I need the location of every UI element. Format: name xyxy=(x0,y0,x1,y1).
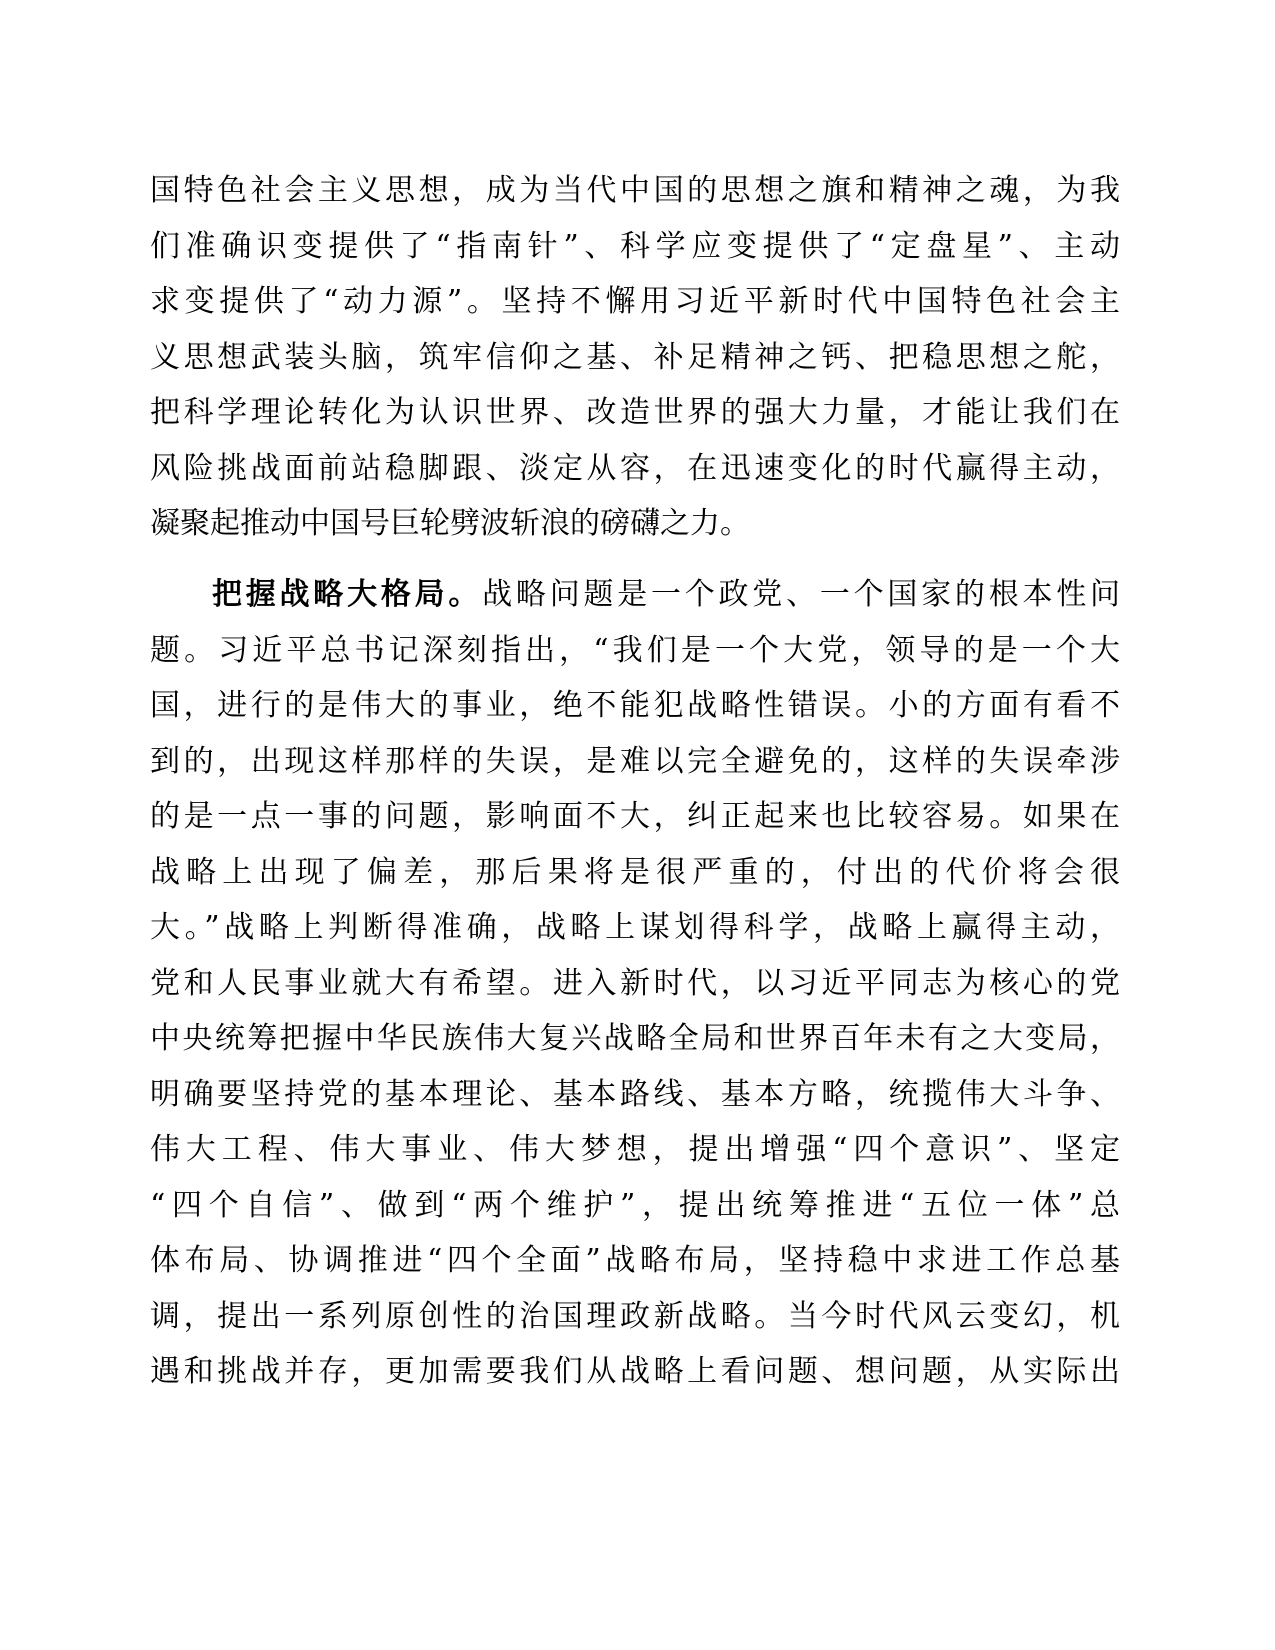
paragraph-line: 题。习近平总书记深刻指出，“我们是一个大党，领导的是一个大 xyxy=(150,632,1120,668)
paragraph-line: 调，提出一系列原创性的治国理政新战略。当今时代风云变幻，机 xyxy=(150,1298,1120,1334)
paragraph-line: 义思想武装头脑，筑牢信仰之基、补足精神之钙、把稳思想之舵， xyxy=(150,339,1120,375)
paragraph-line: 遇和挑战并存，更加需要我们从战略上看问题、想问题，从实际出 xyxy=(150,1354,1120,1389)
paragraph-line: 求变提供了“动力源”。坚持不懈用习近平新时代中国特色社会主 xyxy=(150,284,1120,319)
paragraph-2 xyxy=(150,567,1120,1400)
paragraph-first-line-text: 战略问题是一个政党、一个国家的根本性问 xyxy=(482,577,1121,612)
paragraph-line: 中央统筹把握中华民族伟大复兴战略全局和世界百年未有之大变局， xyxy=(150,1021,1120,1056)
paragraph-line: 凝聚起推动中国号巨轮劈波斩浪的磅礴之力。 xyxy=(150,506,750,541)
paragraph-line: 风险挑战面前站稳脚跟、淡定从容，在迅速变化的时代赢得主动， xyxy=(150,450,1120,486)
paragraph-line: 战略上出现了偏差，那后果将是很严重的，付出的代价将会很 xyxy=(150,854,1120,890)
paragraph-line: 党和人民事业就大有希望。进入新时代，以习近平同志为核心的党 xyxy=(150,965,1120,1001)
paragraph-line: 国，进行的是伟大的事业，绝不能犯战略性错误。小的方面有看不 xyxy=(150,688,1120,723)
paragraph-line: 大。”战略上判断得准确，战略上谋划得科学，战略上赢得主动， xyxy=(150,910,1120,945)
paragraph-line: “四个自信”、做到“两个维护”，提出统筹推进“五位一体”总 xyxy=(150,1187,1120,1223)
paragraph-line: 伟大工程、伟大事业、伟大梦想，提出增强“四个意识”、坚定 xyxy=(150,1132,1120,1167)
paragraph-1 xyxy=(150,163,1120,552)
paragraph-line: 把科学理论转化为认识世界、改造世界的强大力量，才能让我们在 xyxy=(150,395,1120,430)
paragraph-line: 体布局、协调推进“四个全面”战略布局，坚持稳中求进工作总基 xyxy=(150,1243,1120,1278)
paragraph-line: 的是一点一事的问题，影响面不大，纠正起来也比较容易。如果在 xyxy=(150,799,1120,834)
paragraph-first-line xyxy=(150,567,1120,623)
paragraph-line: 们准确识变提供了“指南针”、科学应变提供了“定盘星”、主动 xyxy=(150,228,1120,264)
paragraph-line: 明确要坚持党的基本理论、基本路线、基本方略，统揽伟大斗争、 xyxy=(150,1076,1120,1112)
paragraph-heading: 把握战略大格局。 xyxy=(212,577,483,612)
paragraph-line: 国特色社会主义思想，成为当代中国的思想之旗和精神之魂，为我 xyxy=(150,173,1120,208)
paragraph-line: 到的，出现这样那样的失误，是难以完全避免的，这样的失误牵涉 xyxy=(150,743,1120,779)
